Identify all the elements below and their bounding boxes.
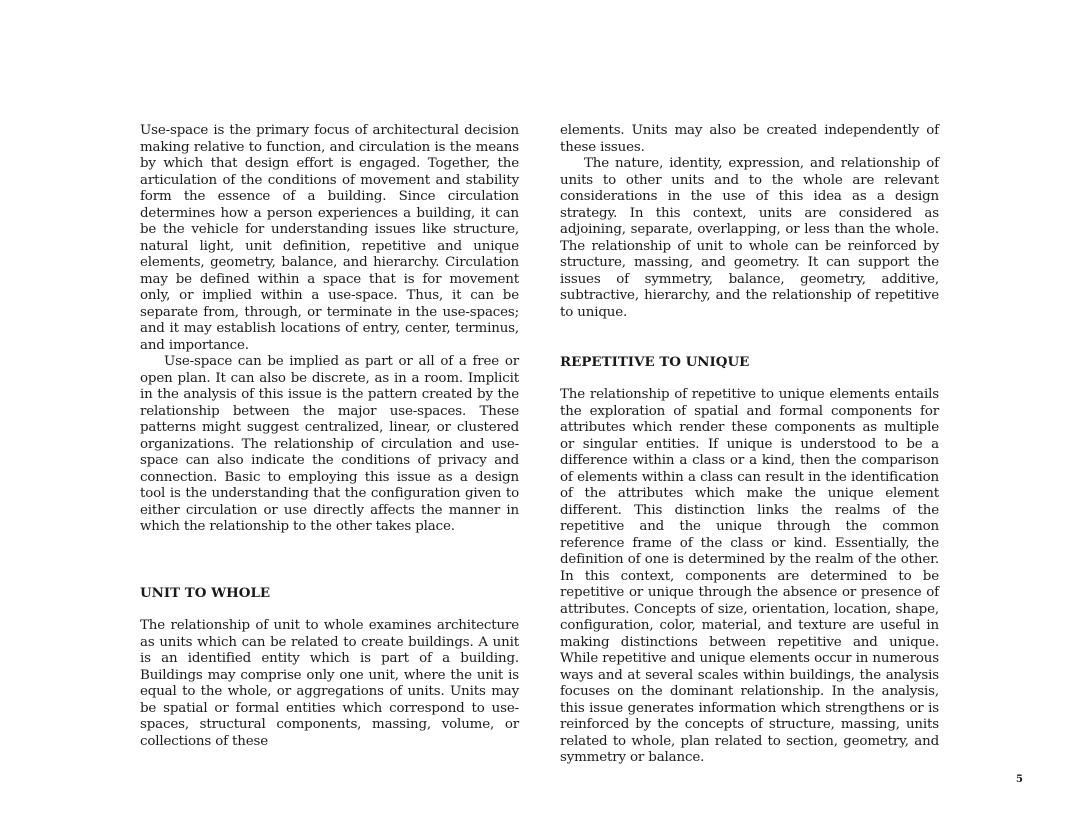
body-paragraph: elements. Units may also be created independently of these issues. (560, 123, 939, 155)
body-paragraph: The relationship of repetitive to unique elements entails the exploration of spatial and formal components for attributes which render these components as multiple or singular entities. If unique is understood to be a difference within a class or a kind, then the comparison of elements within a class can result in the identification of the attributes which make the unique element different. This distinction links the realms of the repetitive and the unique through the common reference frame of the class or kind. Essentially, the definition of one is determined by the realm of the other. In this context, components are determined to be repetitive or unique through the absence or presence of attributes. Concepts of size, orientation, location, shape, configuration, color, material, and texture are useful in making distinctions between repetitive and unique. While repetitive and unique elements occur in numerous ways and at several scales within buildings, the analysis focuses on the dominant relationship. In the analysis, this issue generates information which strengthens or is reinforced by the concepts of structure, massing, units related to whole, plan related to section, geometry, and symmetry or balance. (560, 387, 939, 765)
body-paragraph: Use-space is the primary focus of architectural decision making relative to function, and circulation is the means by which that design effort is engaged. Together, the articulation of the conditions of movement and stability form the essence of a building. Since circulation determines how a person experiences a building, it can be the vehicle for understanding issues like structure, natural light, unit definition, repetitive and unique elements, geometry, balance, and hierarchy. Circulation may be defined within a space that is for movement only, or implied within a use-space. Thus, it can be separate from, through, or terminate in the use-spaces; and it may establish locations of entry, center, terminus, and importance. (140, 123, 519, 353)
body-paragraph: Use-space can be implied as part or all of a free or open plan. It can also be discrete, as in a room. Implicit in the analysis of this issue is the pattern created by the relationship between the major use-spaces. These patterns might suggest centralized, linear, or clustered organizations. The relationship of circulation and use-space can also indicate the conditions of privacy and connection. Basic to employing this issue as a design tool is the understanding that the configuration given to either circulation or use directly affects the manner in which the relationship to the other takes place. (140, 354, 519, 534)
body-paragraph: The relationship of unit to whole examines architecture as units which can be related to create buildings. A unit is an identified entity which is part of a building. Buildings may comprise only one unit, where the unit is equal to the whole, or aggregations of units. Units may be spatial or formal entities which correspond to use-spaces, structural components, massing, volume, or collections of these (140, 618, 519, 749)
right-column (560, 123, 939, 767)
section-heading-repetitive-to-unique: REPETITIVE TO UNIQUE (560, 354, 750, 370)
body-paragraph: The nature, identity, expression, and relationship of units to other units and to the whole are relevant considerations in the use of this idea as a design strategy. In this context, units are considered as adjoining, separate, overlapping, or less than the whole. The relationship of unit to whole can be reinforced by structure, massing, and geometry. It can support the issues of symmetry, balance, geometry, additive, subtractive, hierarchy, and the relationship of repetitive to unique. (560, 156, 939, 320)
section-heading-unit-to-whole: UNIT TO WHOLE (140, 585, 271, 601)
page-number: 5 (1016, 774, 1023, 785)
left-column (140, 123, 519, 750)
